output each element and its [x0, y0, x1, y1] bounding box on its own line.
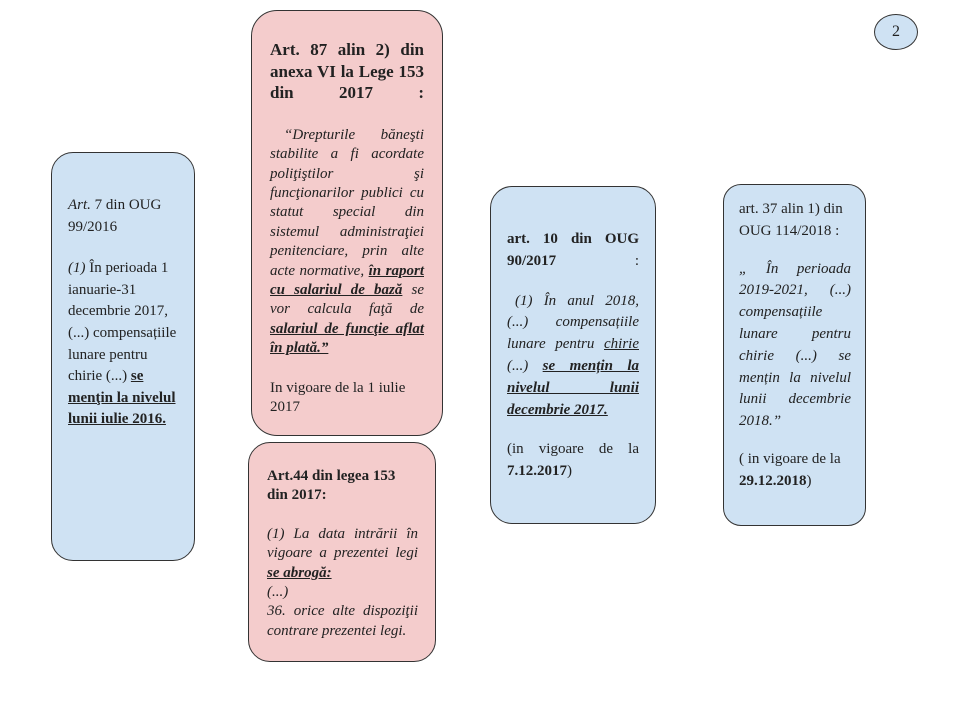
oug-90-effective-suffix: ): [567, 463, 572, 480]
art-87-emphasis-salariul-baza: în raport cu salariul de bază: [270, 262, 424, 299]
oug-99-emphasis: se menţin la nivelul lunii iulie 2016.: [68, 368, 176, 428]
oug-114-effective-suffix: ): [806, 472, 812, 489]
art-87-lege-153-box: [251, 10, 443, 436]
oug-114-title: art. 37 alin 1) din OUG 114/2018 :: [739, 201, 843, 239]
oug-99-para-num: (1): [68, 260, 86, 277]
oug-114-effective-prefix: ( in vigoare de la: [739, 450, 841, 467]
art-87-quote-mid: se vor calcula faţă de: [270, 282, 425, 318]
art-44-ellipsis: (...): [267, 584, 289, 601]
oug-114-effective-date: [739, 449, 851, 493]
art-44-paragraph: [267, 525, 418, 583]
oug-114-effective-value: 29.12.2018: [739, 472, 807, 489]
art-44-line3: 36. orice alte dispoziţii contrare prezentei legi.: [267, 603, 418, 639]
art-87-effective-date: In vigoare de la 1 iulie 2017: [270, 379, 406, 416]
oug-90-effective-value: 7.12.2017: [507, 463, 567, 480]
oug-99-heading-art: Art.: [68, 197, 91, 213]
oug-90-paragraph: [507, 291, 639, 422]
art-87-title-text: Art. 87 alin 2) din anexa VI la Lege 153 din 2017 :: [270, 40, 424, 103]
oug-99-para-text: În perioada 1 ianuarie-31 decembrie 2017, (...) compensațiile lunare pentru chirie (...): [68, 260, 177, 385]
oug-90-effective-date: [507, 439, 639, 483]
oug-99-heading: [68, 195, 178, 238]
oug-114-quote: „ În perioada 2019-2021, (...) compensațiile lunare pentru chirie (...) se mențin la nivelul lunii decembrie 2018.”: [739, 260, 851, 430]
oug-99-2016-box: [51, 152, 195, 561]
page-number-badge: [874, 14, 918, 50]
oug-114-2018-box: [723, 184, 866, 526]
oug-90-title: [507, 229, 639, 273]
oug-90-title-suffix: :: [556, 252, 639, 269]
art-44-title: Art.44 din legea 153 din 2017:: [267, 468, 396, 504]
oug-99-paragraph: [68, 258, 178, 431]
oug-99-heading-rest: 7 din OUG 99/2016: [68, 197, 162, 235]
art-87-quote-start: “Drepturile băneşti stabilite a fi acordate poliţiştilor şi funcţionarilor publici cu statut special din sistemul administraţiei penitenciare, prin alte acte normative,: [270, 126, 424, 279]
art-44-emphasis-abroga: se abrogă:: [267, 564, 332, 581]
page-number: 2: [892, 23, 900, 40]
oug-90-2017-box: [490, 186, 656, 524]
oug-90-para-text2: (...): [507, 357, 543, 374]
art-44-line1: (1) La data intrării în vigoare a prezentei legi: [267, 525, 418, 562]
oug-90-effective-prefix: (in vigoare de la: [507, 441, 639, 458]
art-44-lege-153-box: [248, 442, 436, 662]
art-87-emphasis-salariul-functie: salariul de funcţie aflat în plată.”: [270, 320, 424, 357]
oug-90-emphasis: se mențin la nivelul lunii decembrie 2017.: [507, 357, 639, 418]
oug-90-para-text: (1) În anul 2018, (...) compensațiile lunare pentru: [507, 292, 639, 353]
oug-90-chirie: chirie: [604, 336, 639, 353]
art-87-quote: [270, 126, 424, 359]
oug-90-title-text: art. 10 din OUG 90/2017: [507, 231, 639, 269]
art-87-title: [270, 39, 424, 104]
